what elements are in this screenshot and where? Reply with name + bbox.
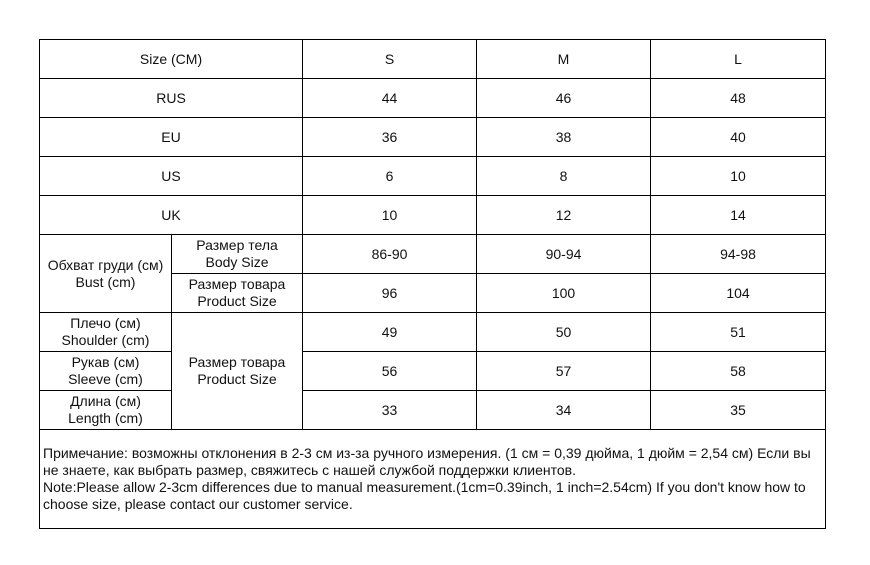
shoulder-s: 49 [303,313,477,352]
bust-body-m: 90-94 [477,235,651,274]
eu-row [40,118,826,157]
length-m: 34 [477,391,651,430]
bust-product-s: 96 [303,274,477,313]
product-size-group-label-en: Product Size [197,371,277,387]
bust-label [40,235,172,313]
shoulder-m: 50 [477,313,651,352]
size-s-header: S [303,40,477,79]
note-cell [40,430,826,529]
size-l-header: L [651,40,826,79]
us-label: US [40,157,303,196]
eu-s: 36 [303,118,477,157]
length-s: 33 [303,391,477,430]
rus-l: 48 [651,79,826,118]
note-row [40,430,826,529]
bust-product-size-label-en: Product Size [197,293,277,309]
rus-row [40,79,826,118]
length-label-en: Length (cm) [68,410,143,426]
product-size-group-label [172,313,303,430]
header-row [40,40,826,79]
sleeve-s: 56 [303,352,477,391]
bust-label-ru: Обхват груди (см) [47,256,164,273]
size-header-label: Size (CM) [40,40,303,79]
us-s: 6 [303,157,477,196]
shoulder-row [40,313,826,352]
uk-s: 10 [303,196,477,235]
note-ru: Примечание: возможны отклонения в 2-3 см из-за ручного измерения. (1 см = 0,39 дюйма, 1 дюйм = 2,54 см) Если вы не знаете, как выбрать размер, свяжитесь с нашей службой поддержки клиентов. [43,445,811,478]
sleeve-label-ru: Рукав (см) [71,354,140,370]
bust-label-en: Bust (cm) [75,273,136,290]
rus-s: 44 [303,79,477,118]
eu-m: 38 [477,118,651,157]
note-en: Note:Please allow 2-3cm differences due to manual measurement.(1cm=0.39inch, 1 inch=2.54cm) If you don't know how to choose size, please contact our customer service. [43,479,806,512]
length-label [40,391,172,430]
uk-m: 12 [477,196,651,235]
bust-body-l: 94-98 [651,235,826,274]
shoulder-l: 51 [651,313,826,352]
us-l: 10 [651,157,826,196]
product-size-group-label-ru: Размер товара [188,354,286,370]
rus-m: 46 [477,79,651,118]
uk-row [40,196,826,235]
bust-product-size-label-ru: Размер товара [188,276,286,292]
us-row [40,157,826,196]
eu-label: EU [40,118,303,157]
body-size-label-ru: Размер тела [196,237,278,253]
shoulder-label [40,313,172,352]
bust-product-l: 104 [651,274,826,313]
sleeve-m: 57 [477,352,651,391]
sleeve-l: 58 [651,352,826,391]
bust-body-row [40,235,826,274]
sleeve-label [40,352,172,391]
length-row [40,391,826,430]
sleeve-row [40,352,826,391]
eu-l: 40 [651,118,826,157]
bust-product-m: 100 [477,274,651,313]
body-size-label-en: Body Size [205,254,269,270]
size-chart-table [39,39,826,529]
uk-l: 14 [651,196,826,235]
us-m: 8 [477,157,651,196]
bust-body-s: 86-90 [303,235,477,274]
shoulder-label-ru: Плечо (см) [70,315,141,331]
uk-label: UK [40,196,303,235]
bust-product-size-label [172,274,303,313]
rus-label: RUS [40,79,303,118]
length-l: 35 [651,391,826,430]
length-label-ru: Длина (см) [70,393,141,409]
size-m-header: M [477,40,651,79]
sleeve-label-en: Sleeve (cm) [68,371,143,387]
body-size-label [172,235,303,274]
shoulder-label-en: Shoulder (cm) [61,332,150,348]
